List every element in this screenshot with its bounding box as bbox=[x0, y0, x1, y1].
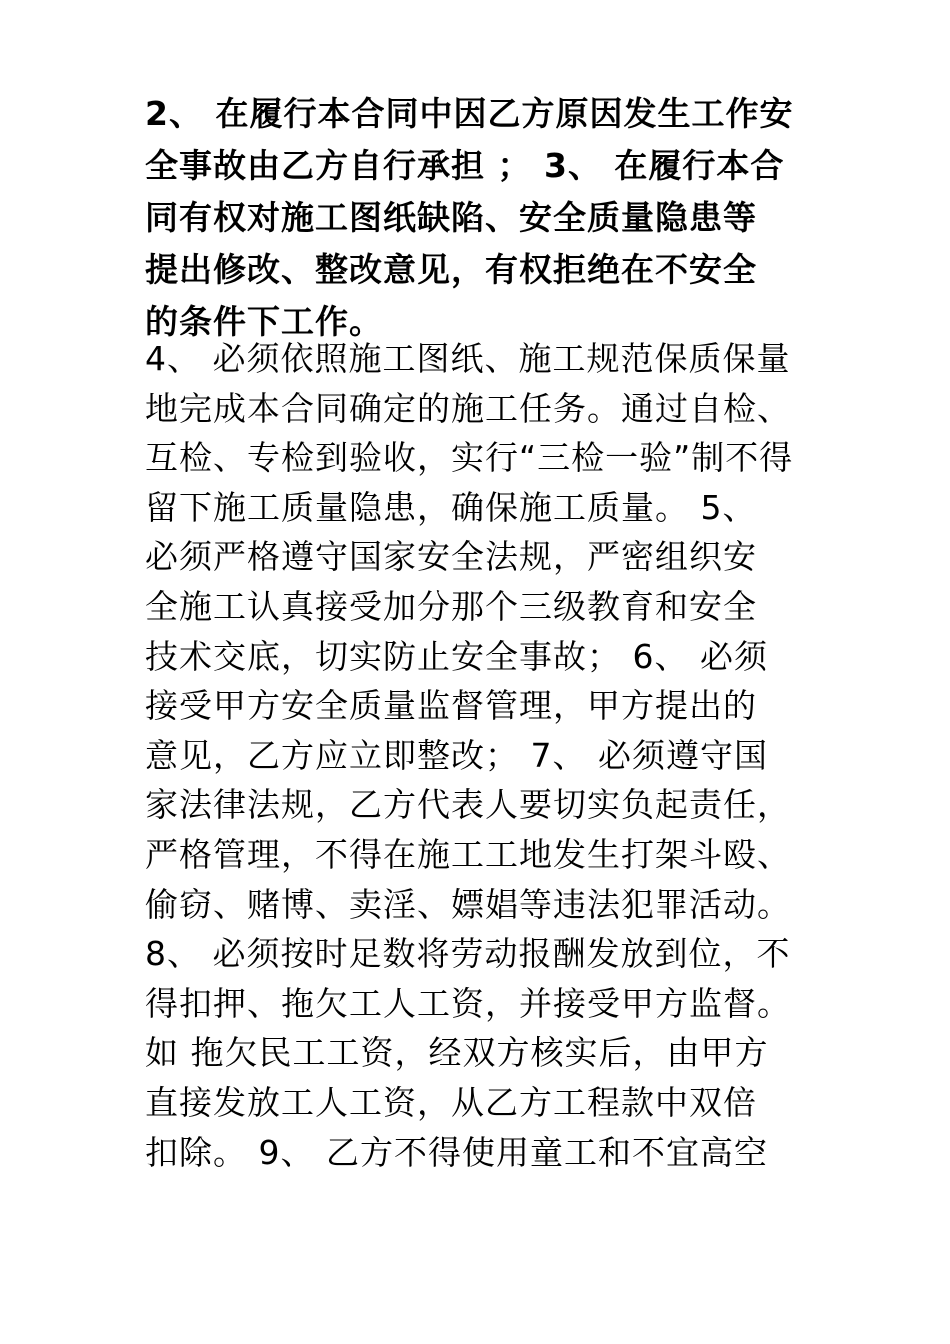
document-text-line: 偷窃、赌博、卖淫、嫖娼等违法犯罪活动。 bbox=[145, 884, 791, 924]
document-text-line: 技术交底，切实防止安全事故； 6、 必须 bbox=[145, 636, 768, 676]
document-text-line: 直接发放工人工资，从乙方工程款中双倍 bbox=[145, 1082, 757, 1122]
document-text-line: 的条件下工作。 bbox=[145, 302, 383, 341]
document-text-line: 地完成本合同确定的施工任务。通过自检、 bbox=[145, 388, 791, 428]
document-text-line: 2、 在履行本合同中因乙方原因发生工作安 bbox=[145, 94, 794, 133]
document-text-line: 全施工认真接受加分那个三级教育和安全 bbox=[145, 586, 757, 626]
document-text-line: 8、 必须按时足数将劳动报酬发放到位，不 bbox=[145, 934, 791, 974]
document-text-line: 扣除。 9、 乙方不得使用童工和不宜高空 bbox=[145, 1132, 768, 1172]
document-text-line: 严格管理，不得在施工工地发生打架斗殴、 bbox=[145, 834, 791, 874]
document-text-line: 同有权对施工图纸缺陷、安全质量隐患等 bbox=[145, 198, 757, 237]
document-text-line: 意见，乙方应立即整改； 7、 必须遵守国 bbox=[145, 735, 768, 775]
document-text-line: 必须严格遵守国家安全法规，严密组织安 bbox=[145, 537, 757, 577]
document-text-line: 全事故由乙方自行承担 ； 3、 在履行本合 bbox=[145, 146, 785, 185]
document-text-line: 如 拖欠民工工资，经双方核实后，由甲方 bbox=[145, 1033, 769, 1073]
regular-clauses-block bbox=[145, 334, 815, 1177]
document-text-line: 4、 必须依照施工图纸、施工规范保质保量 bbox=[145, 339, 791, 378]
document-text-line: 互检、专检到验收，实行“三检一验”制不得 bbox=[145, 438, 794, 478]
document-text-line: 提出修改、整改意见，有权拒绝在不安全 bbox=[145, 250, 757, 289]
document-text-line: 接受甲方安全质量监督管理，甲方提出的 bbox=[145, 686, 757, 726]
bold-clauses-block bbox=[145, 88, 815, 348]
document-text-line: 得扣押、拖欠工人工资，并接受甲方监督。 bbox=[145, 983, 791, 1023]
document-text-line: 留下施工质量隐患，确保施工质量。 5、 bbox=[145, 487, 757, 527]
document-text-line: 家法律法规，乙方代表人要切实负起责任， bbox=[145, 785, 791, 825]
